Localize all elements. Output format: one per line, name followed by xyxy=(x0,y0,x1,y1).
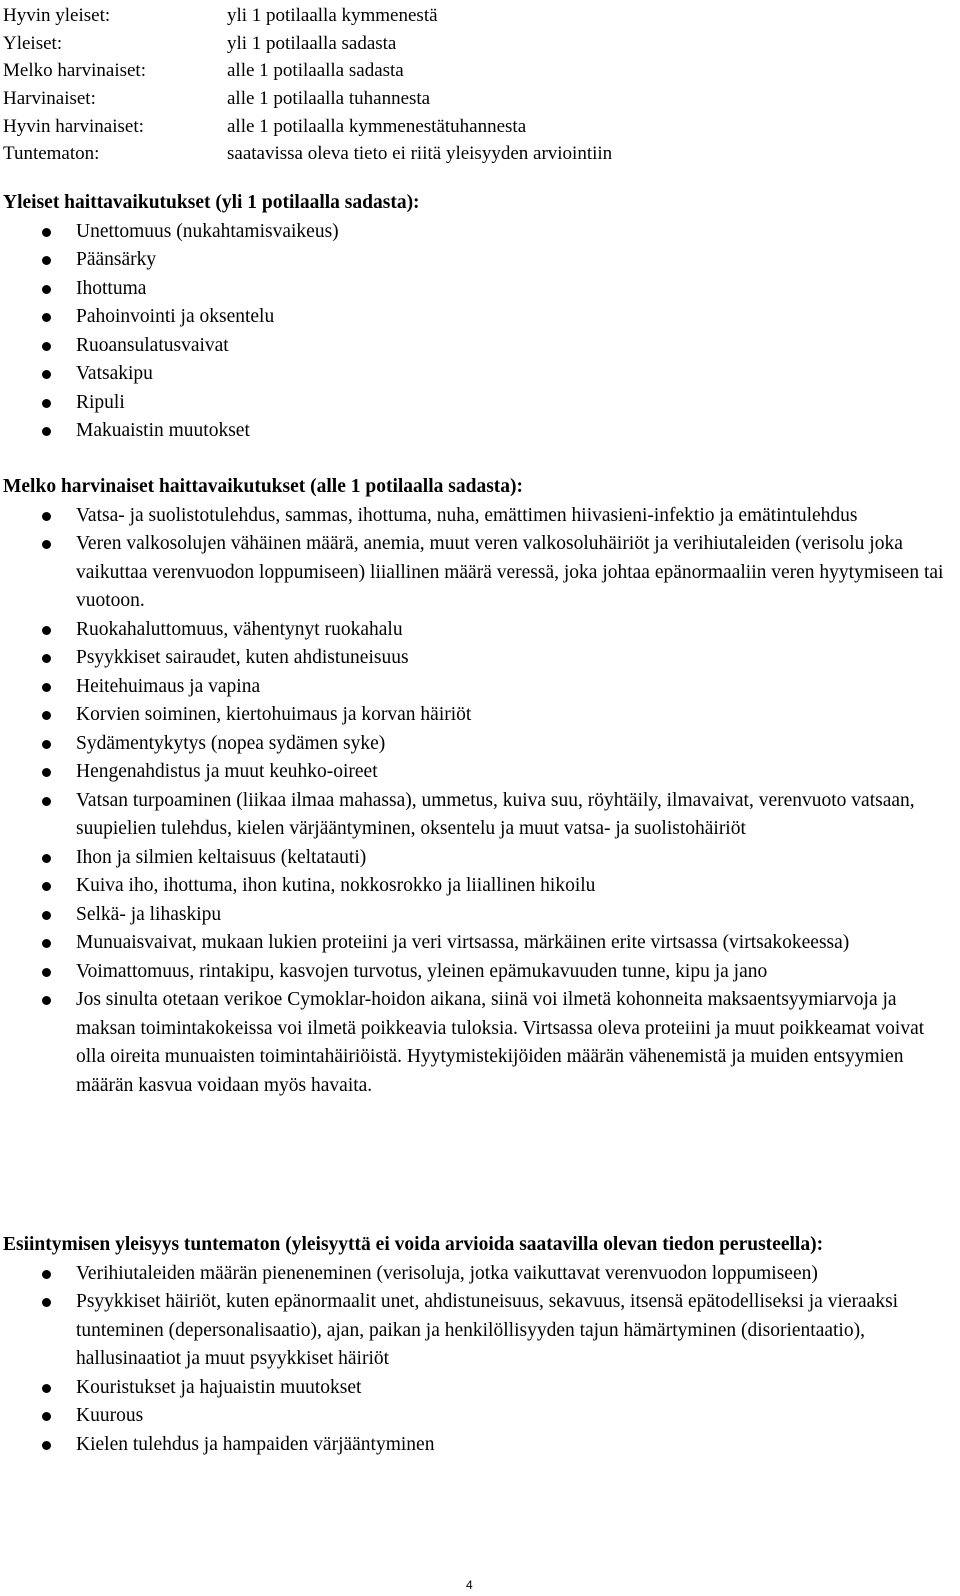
list-item: Korvien soiminen, kiertohuimaus ja korvan häiriöt xyxy=(3,701,946,730)
frequency-term: Hyvin harvinaiset: xyxy=(3,115,144,137)
bullet-icon xyxy=(42,996,51,1005)
list-item: Psyykkiset sairaudet, kuten ahdistuneisuus xyxy=(3,644,946,673)
list-item: Voimattomuus, rintakipu, kasvojen turvotus, yleinen epämukavuuden tunne, kipu ja jano xyxy=(3,958,946,987)
bullet-icon xyxy=(42,854,51,863)
frequency-row xyxy=(3,112,943,140)
bullet-icon xyxy=(42,256,51,265)
frequency-description: alle 1 potilaalla sadasta xyxy=(227,60,404,82)
bullet-icon xyxy=(42,797,51,806)
list-item: Unettomuus (nukahtamisvaikeus) xyxy=(3,218,946,247)
list-item: Sydämentykytys (nopea sydämen syke) xyxy=(3,730,946,759)
frequency-row xyxy=(3,57,943,85)
list-item: Hengenahdistus ja muut keuhko-oireet xyxy=(3,758,946,787)
bullet-icon xyxy=(42,285,51,294)
list-item: Verihiutaleiden määrän pieneneminen (verisoluja, jotka vaikuttavat verenvuodon loppumiseen) xyxy=(3,1260,946,1289)
list-item: Heitehuimaus ja vapina xyxy=(3,673,946,702)
frequency-definitions xyxy=(3,2,943,168)
list-item: Kuiva iho, ihottuma, ihon kutina, nokkosrokko ja liiallinen hikoilu xyxy=(3,872,946,901)
list-item: Kuurous xyxy=(3,1402,946,1431)
bullet-icon xyxy=(42,1412,51,1421)
list-item: Ihon ja silmien keltaisuus (keltatauti) xyxy=(3,844,946,873)
bullet-icon xyxy=(42,313,51,322)
bullet-icon xyxy=(42,1441,51,1450)
list-item: Ripuli xyxy=(3,389,946,418)
frequency-term: Harvinaiset: xyxy=(3,88,96,110)
section-unknown-frequency xyxy=(3,1231,953,1459)
bullet-icon xyxy=(42,711,51,720)
section-common-side-effects xyxy=(3,189,953,446)
bullet-icon xyxy=(42,1298,51,1307)
frequency-description: alle 1 potilaalla kymmenestätuhannesta xyxy=(227,115,527,137)
list-item: Veren valkosolujen vähäinen määrä, anemia, muut veren valkosoluhäiriöt ja verihiutaleiden (verisolu joka vaikuttaa verenvuodon loppumiseen) liiallinen määrä veressä, joka johtaa epänormaaliin veren hyytymiseen tai vuotoon. xyxy=(3,530,946,616)
frequency-row xyxy=(3,2,943,30)
list-item: Vatsan turpoaminen (liikaa ilmaa mahassa), ummetus, kuiva suu, röyhtäily, ilmavaivat, verenvuoto vatsaan, suupielien tulehdus, kielen värjääntyminen, oksentelu ja muut vatsa- ja suolistohäiriöt xyxy=(3,787,946,844)
list-item: Kouristukset ja hajuaistin muutokset xyxy=(3,1374,946,1403)
frequency-row xyxy=(3,30,943,58)
list-item: Jos sinulta otetaan verikoe Cymoklar-hoidon aikana, siinä voi ilmetä kohonneita maksaentsyymiarvoja ja maksan toimintakokeissa voi ilmetä poikkeavia tuloksia. Virtsassa oleva proteiini ja muut poikkeamat voivat olla oireita munuaisten toimintahäiriöistä. Hyytymistekijöiden määrän vähenemistä ja muiden entsyymien määrän kasvua voidaan myös havaita. xyxy=(3,986,946,1100)
bullet-icon xyxy=(42,512,51,521)
frequency-description: yli 1 potilaalla sadasta xyxy=(227,32,397,54)
frequency-term: Tuntematon: xyxy=(3,143,100,165)
bullet-icon xyxy=(42,911,51,920)
bullet-icon xyxy=(42,427,51,436)
section-heading: Esiintymisen yleisyys tuntematon (yleisyyttä ei voida arvioida saatavilla olevan tiedon perusteella): xyxy=(3,1234,824,1255)
bullet-icon xyxy=(42,399,51,408)
bullet-icon xyxy=(42,968,51,977)
list-item: Munuaisvaivat, mukaan lukien proteiini ja veri virtsassa, märkäinen erite virtsassa (virtsakokeessa) xyxy=(3,929,946,958)
bullet-icon xyxy=(42,1270,51,1279)
list-item: Ruokahaluttomuus, vähentynyt ruokahalu xyxy=(3,616,946,645)
frequency-description: saatavissa oleva tieto ei riitä yleisyyden arviointiin xyxy=(227,143,613,165)
section-heading: Yleiset haittavaikutukset (yli 1 potilaalla sadasta): xyxy=(3,192,420,213)
list-item: Vatsa- ja suolistotulehdus, sammas, ihottuma, nuha, emättimen hiivasieni-infektio ja emätintulehdus xyxy=(3,502,946,531)
frequency-term: Melko harvinaiset: xyxy=(3,60,146,82)
bullet-icon xyxy=(42,1384,51,1393)
bullet-icon xyxy=(42,540,51,549)
side-effect-list xyxy=(3,1260,953,1460)
side-effect-list xyxy=(3,502,953,1101)
page-number: 4 xyxy=(466,1578,473,1592)
list-item: Psyykkiset häiriöt, kuten epänormaalit unet, ahdistuneisuus, sekavuus, itsensä epätodelliseksi ja vieraaksi tunteminen (depersonalisaatio), ajan, paikan ja henkilöllisyyden tajun hämärtyminen (disorientaatio), hallusinaatiot ja muut psyykkiset häiriöt xyxy=(3,1288,946,1374)
bullet-icon xyxy=(42,882,51,891)
side-effect-list xyxy=(3,218,953,446)
list-item: Kielen tulehdus ja hampaiden värjääntyminen xyxy=(3,1431,946,1460)
section-uncommon-side-effects xyxy=(3,473,953,1100)
frequency-term: Yleiset: xyxy=(3,32,63,54)
bullet-icon xyxy=(42,683,51,692)
list-item: Selkä- ja lihaskipu xyxy=(3,901,946,930)
bullet-icon xyxy=(42,768,51,777)
bullet-icon xyxy=(42,939,51,948)
bullet-icon xyxy=(42,228,51,237)
list-item: Makuaistin muutokset xyxy=(3,417,946,446)
list-item: Päänsärky xyxy=(3,246,946,275)
bullet-icon xyxy=(42,370,51,379)
list-item: Vatsakipu xyxy=(3,360,946,389)
frequency-term: Hyvin yleiset: xyxy=(3,5,111,27)
bullet-icon xyxy=(42,342,51,351)
bullet-icon xyxy=(42,654,51,663)
frequency-description: alle 1 potilaalla tuhannesta xyxy=(227,88,431,110)
bullet-icon xyxy=(42,626,51,635)
bullet-icon xyxy=(42,740,51,749)
frequency-row xyxy=(3,140,943,168)
section-heading: Melko harvinaiset haittavaikutukset (alle 1 potilaalla sadasta): xyxy=(3,476,524,497)
list-item: Pahoinvointi ja oksentelu xyxy=(3,303,946,332)
list-item: Ruoansulatusvaivat xyxy=(3,332,946,361)
frequency-description: yli 1 potilaalla kymmenestä xyxy=(227,5,438,27)
frequency-row xyxy=(3,85,943,113)
list-item: Ihottuma xyxy=(3,275,946,304)
